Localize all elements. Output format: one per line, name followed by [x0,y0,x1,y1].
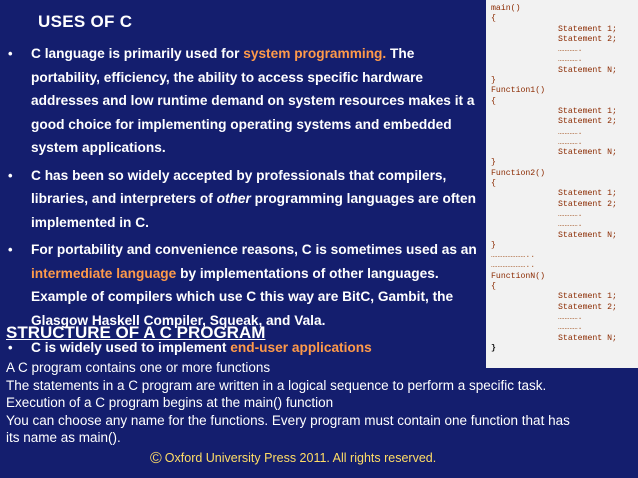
code-line: …………. [558,220,583,230]
code-line: { [491,14,496,24]
code-line: main() [491,4,521,13]
highlight-term: system programming. [243,46,387,61]
copyright-footer [150,450,436,468]
section-title: STRUCTURE OF A C PROGRAM [6,323,266,342]
code-line: Statement N; [558,148,617,158]
bullet-text [31,238,486,332]
bullet-dot-icon: • [8,167,13,183]
code-line: Statement 2; [558,302,617,312]
bullet-text [31,164,486,235]
code-line: …………. [558,323,583,333]
bullet-text-span: The portability, efficiency, the ability to access specific hardware addresses and low runtime demand on system resources makes it a good choice for implementing operating systems and embedded system applications. [31,46,475,155]
bullet-item [6,42,486,160]
code-line: Statement N; [558,333,617,343]
code-line: ………………….. [491,261,536,271]
body-text [6,359,631,447]
copyright-text: Oxford University Press 2011. All rights reserved. [164,451,437,465]
code-structure-panel [486,0,638,368]
code-line: { [491,282,496,292]
code-line: …………. [558,55,583,65]
bullet-text-span: For portability and convenience reasons, C is sometimes used as an [31,242,477,257]
bullet-text-span: C language is primarily used for [31,46,244,61]
code-line: { [491,96,496,106]
code-line: Function2() [491,168,546,178]
code-line: Statement 1; [558,106,617,116]
code-line: } [491,240,496,250]
code-line: …………. [558,45,583,55]
code-line: Statement 2; [558,117,617,127]
bullet-dot-icon: • [8,340,13,355]
highlight-term: intermediate language [31,265,177,281]
code-line: …………. [558,209,583,219]
code-line: Function1() [491,86,546,96]
bullet-list [6,42,486,364]
body-line: You can choose any name for the functions. Every program must contain one function that has [6,412,570,428]
bullet-text-span: C is widely used to implement [31,340,231,355]
code-line: Statement 2; [558,199,617,209]
slide-title: USES OF C [38,12,133,31]
code-line: Statement 1; [558,292,617,302]
code-line: { [491,179,496,189]
body-line: The statements in a C program are written in a logical sequence to perform a specific task. [6,377,547,393]
code-line: Statement 1; [558,189,617,199]
code-line: } [491,343,496,353]
code-line: FunctionN() [491,271,546,281]
bullet-text-span: programming languages are often implemented in C. [31,191,476,230]
bullet-text-span: C has been so widely accepted by professionals that compilers, libraries, and interpreters of [31,167,447,206]
code-line: …………. [558,137,583,147]
italic-term: other [216,191,251,206]
code-line: Statement N; [558,65,617,75]
bullet-dot-icon: • [8,46,13,61]
body-line: its name as main(). [6,430,121,445]
body-line: Execution of a C program begins at the main() function [6,395,334,410]
code-line: Statement 2; [558,34,617,44]
bullet-item [6,164,486,235]
code-line: …………. [558,127,583,137]
code-line: …………. [558,312,583,322]
body-line: A C program contains one or more functions [6,360,271,375]
bullet-text [31,42,486,160]
code-line: } [491,76,496,86]
bullet-dot-icon: • [8,242,13,257]
highlight-term: end-user applications [230,340,372,355]
bullet-text-span: by implementations of other languages. Example of compilers which use C this way are BitC, Gambit, the Glasgow Haskell Compiler, Squeak, and Vala. [31,265,454,328]
copyright-symbol: © [150,450,162,467]
code-line: Statement N; [558,230,617,240]
code-line: Statement 1; [558,24,617,34]
bullet-item [6,238,486,332]
code-line: ………………….. [491,251,536,261]
code-line: } [491,158,496,168]
